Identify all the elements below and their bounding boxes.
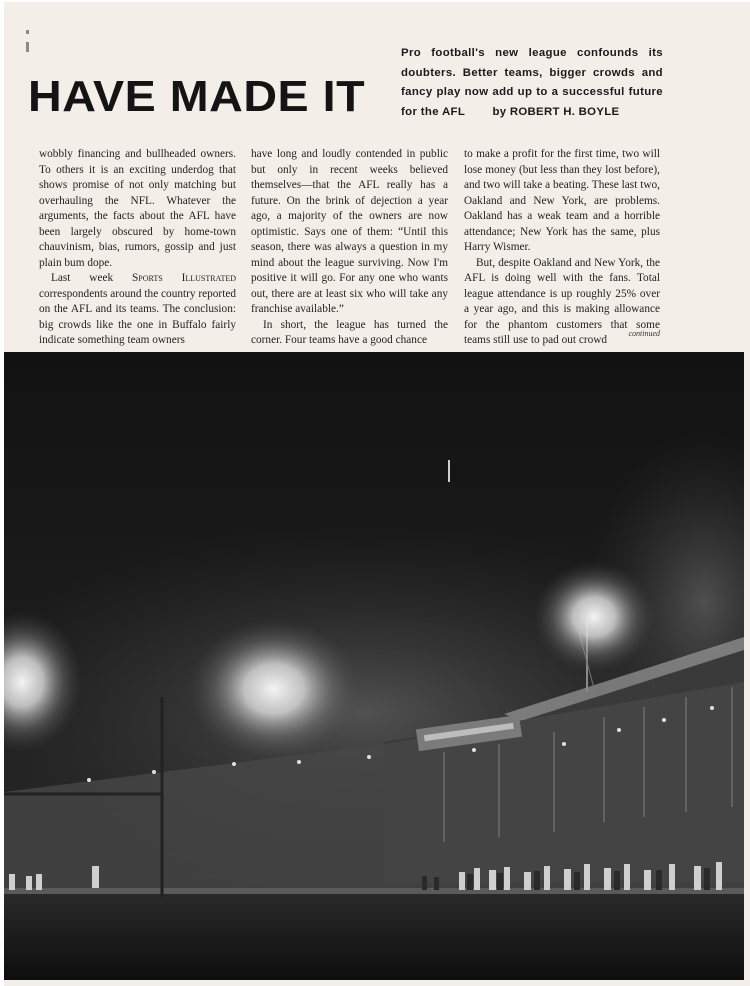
text-column-1 <box>39 147 236 349</box>
paragraph: But, despite Oakland and New York, the AFL is doing well with the fans. Total league attendance is up roughly 25% over a year ago, and this is making allowance for the phantom customers that some teams still use to pad out crowd <box>464 256 660 346</box>
paragraph: In short, the league has turned the corner. Four teams have a good chance <box>251 318 448 346</box>
text-column-3 <box>464 147 660 349</box>
headline: HAVE MADE IT <box>28 72 366 121</box>
binding-mark <box>26 42 29 52</box>
continued-label: continued <box>628 329 660 338</box>
paragraph-rest: correspondents around the country reported on the AFL and its teams. The conclusion: big crowds like the one in Buffalo fairly indicate something team owners <box>39 287 237 346</box>
text-column-2 <box>251 147 448 349</box>
magazine-name: Sports Illustrated <box>132 272 237 284</box>
stadium-night-photo <box>4 352 744 980</box>
article-deck <box>401 44 663 122</box>
paragraph <box>39 271 236 349</box>
floodlight <box>534 562 654 672</box>
paragraph: to make a profit for the first time, two will lose money (but less than they lost before), and two will take a beating. These last two, Oakland and New York, are problems. Oakland has a weak team and a horrible attendance; New York has the same, plus Harry Wismer. <box>464 148 660 253</box>
deck-text: Pro football's new league confounds its doubters. Better teams, bigger crowds and fancy play now add up to a successful future for the AFL <box>401 47 663 118</box>
photo-blemish <box>448 460 450 482</box>
playing-field <box>4 892 744 980</box>
floodlight <box>189 619 359 759</box>
binding-mark <box>26 30 29 34</box>
byline: by ROBERT H. BOYLE <box>492 105 620 118</box>
paragraph: have long and loudly contended in public but only in recent weeks believed themselves—that the AFL really has a future. On the brink of dejection a year ago, a majority of the owners are now optimistic. Says one of them: “Until this season, there was always a question in my mind about the league surviving. Now I'm positive it will go. For any one who wants out, there are at least six who will take any franchise available.” <box>251 148 448 315</box>
paragraph-lead: Last week <box>51 272 133 284</box>
paragraph: wobbly financing and bullheaded owners. To others it is an exciting underdog that shows promise of not only matching but overhauling the NFL. Whatever the arguments, the facts about the AFL have been largely obscured by home-town chauvinism, bias, rumors, gossip and just plain bum dope. <box>39 148 236 269</box>
sideline-strip <box>4 888 744 894</box>
photo-illustration <box>4 352 744 980</box>
